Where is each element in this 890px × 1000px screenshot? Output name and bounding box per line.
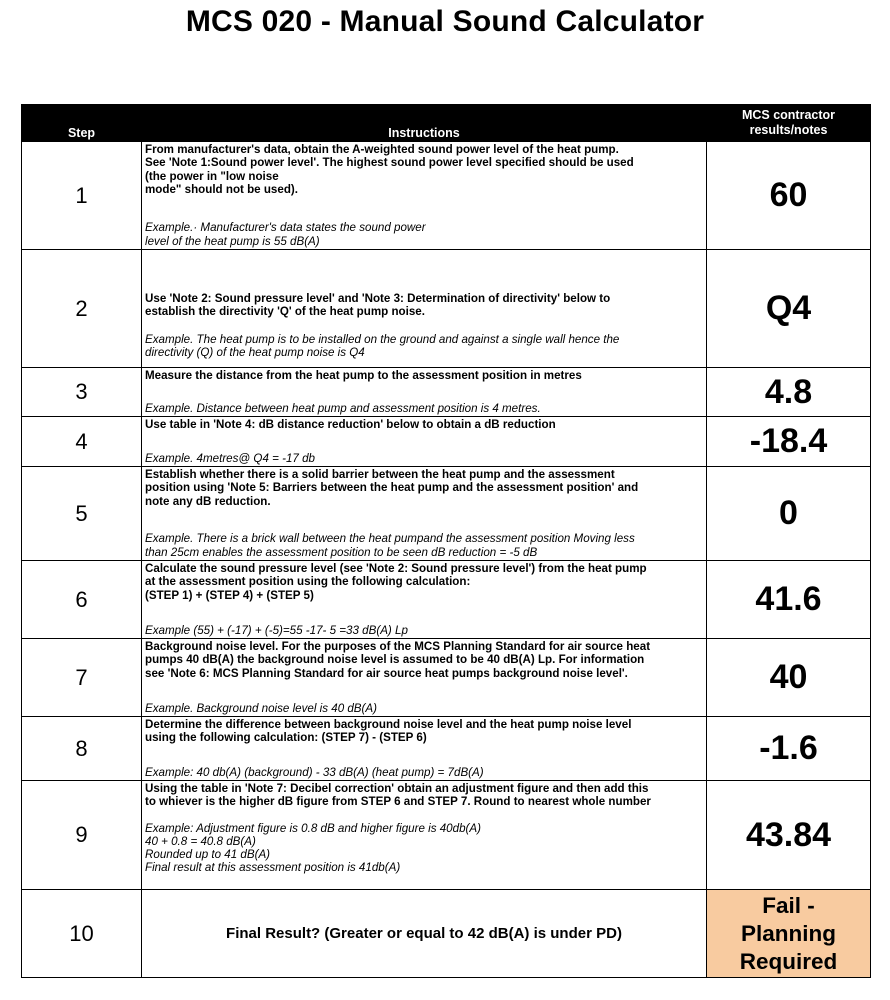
header-results-line2: results/notes bbox=[749, 123, 828, 137]
example-text: Example: 40 db(A) (background) - 33 dB(A) (heat pump) = 7dB(A) bbox=[145, 765, 484, 779]
header-results bbox=[707, 105, 871, 142]
step-number: 4 bbox=[22, 417, 142, 467]
table-row bbox=[22, 142, 871, 250]
instruction-text: From manufacturer's data, obtain the A-weighted sound power level of the heat pump. See 'Note 1:Sound power level'. The highest sound power level specified should be used (the power in "low noise mode" should not be used). bbox=[145, 143, 634, 196]
table-row bbox=[22, 561, 871, 639]
result-cell[interactable]: Q4 bbox=[707, 250, 871, 368]
header-step: Step bbox=[22, 105, 142, 142]
example-text: Example.· Manufacturer's data states the sound power level of the heat pump is 55 dB(A) bbox=[145, 221, 426, 248]
result-cell[interactable]: 43.84 bbox=[707, 781, 871, 890]
result-cell[interactable]: 0 bbox=[707, 467, 871, 561]
instruction-text: Use 'Note 2: Sound pressure level' and 'Note 3: Determination of directivity' below to establish the directivity 'Q' of the heat pump noise. bbox=[145, 292, 611, 319]
final-question: Final Result? (Greater or equal to 42 dB(A) is under PD) bbox=[142, 890, 707, 978]
table-row bbox=[22, 467, 871, 561]
example-text: Example. 4metres@ Q4 = -17 db bbox=[145, 451, 315, 465]
header-row bbox=[22, 105, 871, 142]
table-row bbox=[22, 717, 871, 781]
instruction-cell bbox=[142, 250, 707, 368]
step-number: 5 bbox=[22, 467, 142, 561]
example-text: Example. The heat pump is to be installed on the ground and against a single wall hence the directivity (Q) of the heat pump noise is Q4 bbox=[145, 332, 620, 359]
result-cell[interactable]: 40 bbox=[707, 639, 871, 717]
table-row bbox=[22, 250, 871, 368]
instruction-cell bbox=[142, 142, 707, 250]
result-cell[interactable]: 60 bbox=[707, 142, 871, 250]
result-cell[interactable]: -1.6 bbox=[707, 717, 871, 781]
result-cell[interactable]: 4.8 bbox=[707, 368, 871, 417]
step-number: 7 bbox=[22, 639, 142, 717]
header-instructions: Instructions bbox=[142, 105, 707, 142]
step-number: 9 bbox=[22, 781, 142, 890]
instruction-text: Determine the difference between background noise level and the heat pump noise level using the following calculation: (STEP 7) - (STEP 6) bbox=[145, 718, 632, 745]
sound-calculator-table bbox=[21, 104, 871, 978]
example-text: Example. Distance between heat pump and assessment position is 4 metres. bbox=[145, 401, 541, 415]
instruction-cell bbox=[142, 639, 707, 717]
step-number: 10 bbox=[22, 890, 142, 978]
final-result[interactable]: Fail - Planning Required bbox=[707, 890, 871, 978]
instruction-text: Background noise level. For the purposes of the MCS Planning Standard for air source heat pumps 40 dB(A) the background noise level is assumed to be 40 dB(A) Lp. For information see 'Note 6: MCS Planning Standard for air source heat pumps background noise level'. bbox=[145, 640, 651, 680]
instruction-cell bbox=[142, 368, 707, 417]
table-row bbox=[22, 639, 871, 717]
table-row bbox=[22, 368, 871, 417]
instruction-text: Calculate the sound pressure level (see 'Note 2: Sound pressure level') from the heat pump at the assessment position using the following calculation: (STEP 1) + (STEP 4) + (STEP 5) bbox=[145, 562, 647, 602]
instruction-text: Use table in 'Note 4: dB distance reduction' below to obtain a dB reduction bbox=[145, 418, 556, 431]
header-results-line1: MCS contractor bbox=[741, 108, 836, 122]
step-number: 1 bbox=[22, 142, 142, 250]
instruction-cell bbox=[142, 417, 707, 467]
example-text: Example (55) + (-17) + (-5)=55 -17- 5 =33 dB(A) Lp bbox=[145, 623, 408, 637]
step-number: 3 bbox=[22, 368, 142, 417]
table-row bbox=[22, 417, 871, 467]
instruction-text: Using the table in 'Note 7: Decibel correction' obtain an adjustment figure and then add this to whiever is the higher dB figure from STEP 6 and STEP 7. Round to nearest whole number bbox=[145, 782, 651, 809]
table-body bbox=[22, 142, 871, 890]
result-cell[interactable]: -18.4 bbox=[707, 417, 871, 467]
instruction-cell bbox=[142, 717, 707, 781]
step-number: 2 bbox=[22, 250, 142, 368]
instruction-cell bbox=[142, 467, 707, 561]
step-number: 8 bbox=[22, 717, 142, 781]
instruction-text: Measure the distance from the heat pump to the assessment position in metres bbox=[145, 369, 582, 382]
final-row bbox=[22, 890, 871, 978]
instruction-text: Establish whether there is a solid barrier between the heat pump and the assessment position using 'Note 5: Barriers between the heat pump and the assessment position' and note any dB reduction. bbox=[145, 468, 639, 508]
page-title: MCS 020 - Manual Sound Calculator bbox=[185, 5, 705, 38]
example-text: Example: Adjustment figure is 0.8 dB and higher figure is 40db(A) 40 + 0.8 = 40.8 dB(A) Rounded up to 41 dB(A) Final result at this assessment position is 41db(A) bbox=[145, 821, 481, 875]
table-row bbox=[22, 781, 871, 890]
example-text: Example. Background noise level is 40 dB(A) bbox=[145, 701, 377, 715]
instruction-cell bbox=[142, 781, 707, 890]
result-cell[interactable]: 41.6 bbox=[707, 561, 871, 639]
instruction-cell bbox=[142, 561, 707, 639]
step-number: 6 bbox=[22, 561, 142, 639]
example-text: Example. There is a brick wall between the heat pumpand the assessment position Moving less than 25cm enables the assessment position to be seen dB reduction = -5 dB bbox=[145, 532, 635, 559]
